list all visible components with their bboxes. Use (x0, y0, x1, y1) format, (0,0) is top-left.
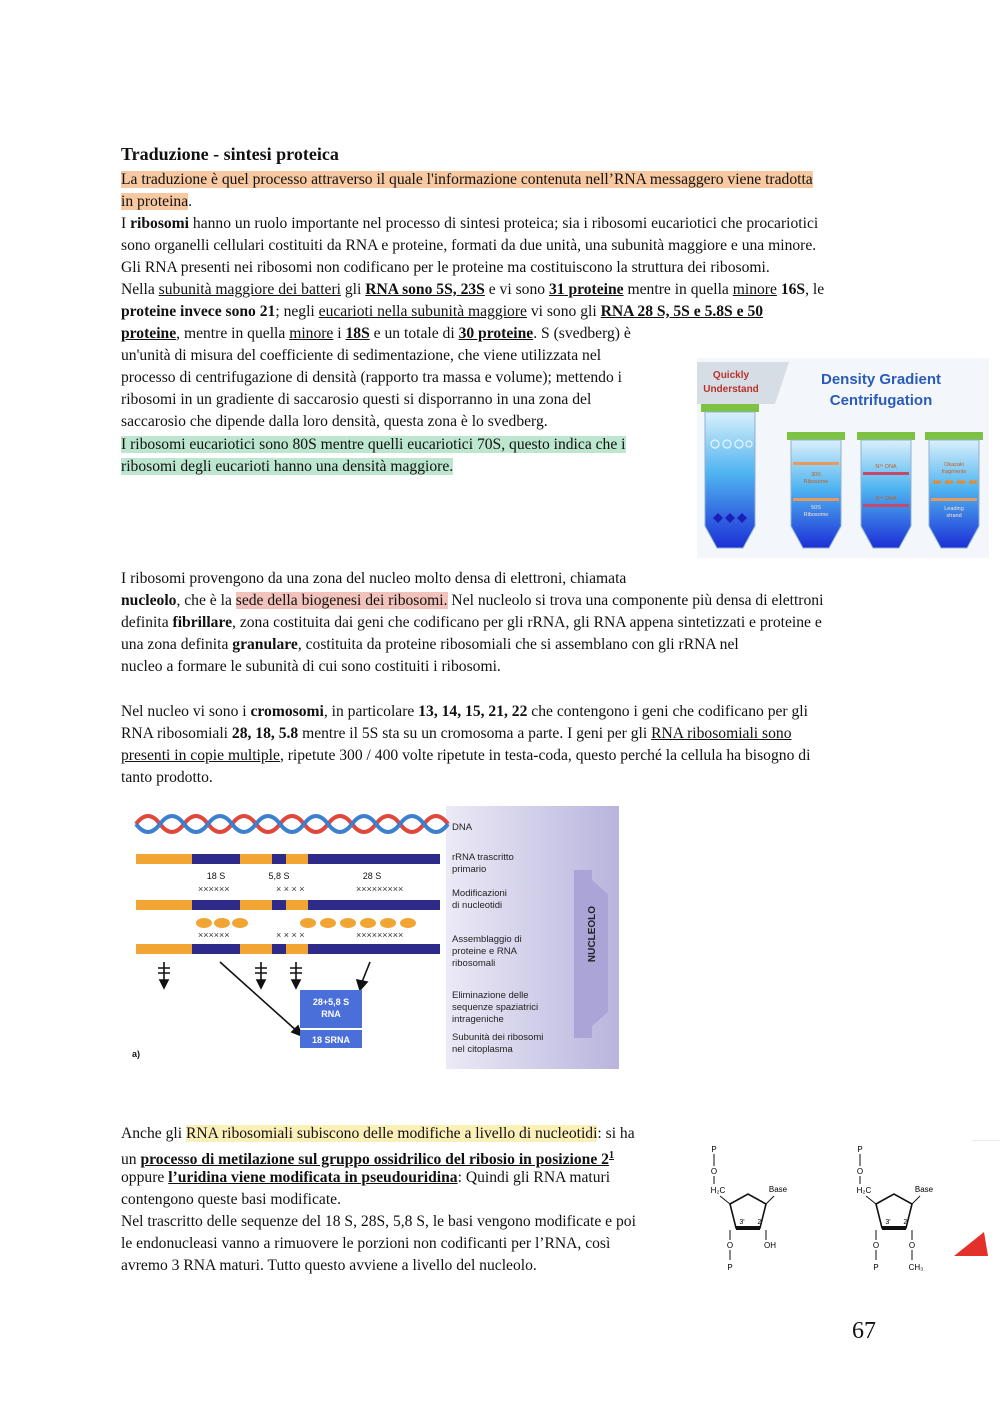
label-58s: 5,8 S (268, 871, 290, 881)
atom-label: CH₃ (908, 1263, 924, 1272)
step-label: Modificazioni (452, 888, 507, 899)
step-label: nel citoplasma (452, 1044, 513, 1055)
atom-label: O (856, 1167, 864, 1176)
p3-line-1: I ribosomi provengono da una zona del nucleo molto densa di elettroni, chiamata (121, 570, 627, 587)
bold-underlined-term: processo di metilazione sul gruppo ossidrilico del ribosio in posizione 2 (140, 1151, 609, 1169)
tube-3-label: N¹⁴ DNA (875, 496, 897, 502)
bold-term: fibrillare (172, 614, 233, 631)
bold-term: ribosomi (130, 215, 190, 232)
p5-line-5: Nel trascritto delle sequenze del 18 S, 28S, 5,8 S, le basi vengono modificate e poi (121, 1213, 636, 1230)
p2-line-12 (121, 456, 453, 478)
step-label: rRNA trascritto (452, 852, 514, 863)
atom-label: P (857, 1145, 863, 1154)
p2-line-11 (121, 434, 626, 456)
text: i (333, 325, 346, 342)
underlined-term: minore (289, 325, 334, 342)
bold-underlined-term: l’uridina viene modificata in pseudouridina (168, 1169, 458, 1186)
text: ; negli (275, 303, 319, 320)
highlight-yellow: RNA ribosomiali subiscono delle modifiche a livello di nucleotidi (185, 1125, 598, 1142)
bold-term: cromosomi (250, 703, 324, 720)
underlined-term: RNA ribosomiali sono (651, 725, 792, 742)
atom-label: O (710, 1167, 718, 1176)
atom-label: H₂C (710, 1186, 726, 1195)
text: , che è la (176, 592, 236, 609)
atom-label: O (908, 1241, 916, 1250)
p2-line-4 (121, 279, 824, 301)
p3-line-2 (121, 590, 823, 612)
text: mentre il 5S sta su un cromosoma a parte. I geni per gli (298, 725, 652, 742)
bold-term: granulare (232, 636, 298, 653)
text: mentre in quella (623, 281, 733, 298)
bold-term: 28, 18, 5.8 (231, 725, 299, 742)
step-label: proteine e RNA (452, 946, 517, 957)
atom-label: 3' (885, 1219, 891, 1226)
atom-label: 2' (903, 1219, 909, 1226)
box-label: RNA (321, 1009, 341, 1019)
step-label: intrageniche (452, 1014, 504, 1025)
bold-term: nucleolo (121, 592, 177, 609)
p2-line-5 (121, 301, 763, 323)
svg-text:××××××: ×××××× (198, 930, 230, 940)
modification-marks-1 (198, 884, 403, 894)
modification-marks-2 (198, 930, 403, 940)
box-label: 28+5,8 S (312, 997, 350, 1007)
atom-label: P (711, 1145, 717, 1154)
bold-underlined-term: 31 proteine (548, 281, 624, 298)
bold-term: 13, 14, 15, 21, 22 (418, 703, 528, 720)
tube-2-cap (787, 432, 845, 440)
page-title: Traduzione - sintesi proteica (121, 144, 339, 164)
p2-line-3: Gli RNA presenti nei ribosomi non codificano per le proteine ma costituiscono la struttura dei ribosomi. (121, 259, 770, 276)
atom-label: H₂C (856, 1186, 872, 1195)
highlight-red: sede della biogenesi dei ribosomi. (235, 592, 448, 609)
tube-2-label: 30S (811, 472, 821, 478)
bold-term: 16S (780, 281, 806, 298)
tube-1-diamonds (713, 513, 747, 523)
badge-line-2: Understand (703, 384, 759, 395)
p5-line-4: contengono queste basi modificate. (121, 1191, 341, 1208)
step-label: Eliminazione delle (452, 990, 529, 1001)
text: , mentre in quella (176, 325, 290, 342)
tube-2-label: 50S (811, 505, 821, 511)
text: : Quindi gli RNA maturi (457, 1169, 611, 1186)
atom-label: Base (768, 1185, 788, 1194)
text: , ripetute 300 / 400 volte ripetute in testa-coda, questo perché la cellula ha bisogno di (279, 747, 811, 764)
tube-2-label: Ribosome (803, 479, 829, 485)
atom-label: Base (914, 1185, 934, 1194)
tube-4-cap (925, 432, 983, 440)
nucleolo-label: NUCLEOLO (587, 905, 598, 963)
tube-4 (929, 440, 979, 548)
highlight-orange: in proteina (121, 193, 189, 210)
step-label: primario (452, 864, 487, 875)
bold-underlined-term: proteine (121, 325, 177, 342)
badge-line-1: Quickly (712, 370, 750, 381)
p2-line-8: processo di centrifugazione di densità (rapporto tra massa e volume); mettendo i (121, 369, 623, 386)
atom-label: P (727, 1263, 733, 1272)
bold-term: proteine invece sono 21 (121, 303, 276, 320)
text: una zona definita (121, 636, 233, 653)
highlight-orange: La traduzione è quel processo attraverso il quale l'informazione contenuta nell’RNA messaggero viene tradotta (121, 171, 813, 188)
text: , in particolare (323, 703, 419, 720)
footnote-ref[interactable]: 1 (608, 1150, 614, 1161)
tube-3-label: N¹⁵ DNA (875, 464, 897, 470)
fig1-title-line-2: Centrifugation (829, 392, 933, 409)
highlight-green: ribosomi degli eucarioti hanno una densità maggiore. (121, 458, 454, 475)
step-label: DNA (452, 822, 473, 833)
rrna-processing-figure (122, 806, 619, 1069)
underlined-term: subunità maggiore dei batteri (158, 281, 341, 298)
step-label: sequenze spaziatrici (452, 1002, 539, 1013)
red-triangle-marker (954, 1232, 988, 1256)
text: : si ha (597, 1125, 635, 1142)
p1-line-2 (121, 191, 192, 213)
text: , le (805, 281, 825, 298)
text: , costituita da proteine ribosomiali che si assemblano con gli rRNA nel (297, 636, 739, 653)
svg-text:×××××××××: ××××××××× (356, 930, 404, 940)
text: . (188, 193, 193, 210)
tube-1-cap (701, 404, 759, 412)
atom-label: O (872, 1241, 880, 1250)
bold-underlined-term: RNA sono 5S, 23S (365, 281, 485, 298)
underlined-term: minore (732, 281, 777, 298)
tube-4-label: fragments (941, 469, 967, 475)
p2-line-10: saccarosio che dipende dalla loro densità, questa zona è lo svedberg. (121, 413, 548, 430)
p2-line-9: ribosomi in un gradiente di saccarosio questi si disporranno in una zona del (121, 391, 592, 408)
p2-line-6 (121, 323, 631, 345)
fig1-title-line-1: Density Gradient (820, 371, 942, 388)
bold-underlined-term: 18S (345, 325, 370, 342)
page-number: 67 (852, 1318, 876, 1344)
tube-4-label: strand (946, 513, 962, 519)
p2-line-2: sono organelli cellulari costituiti da RNA e proteine, formati da due unità, una subunità maggiore e una minore. (121, 237, 817, 254)
p4-line-4: tanto prodotto. (121, 769, 213, 786)
highlight-green: I ribosomi eucariotici sono 80S mentre quelli eucariotici 70S, questo indica che i (121, 436, 626, 453)
step-label: Subunità dei ribosomi (452, 1032, 544, 1043)
underlined-term: eucarioti nella subunità maggiore (318, 303, 527, 320)
tube-4-label: Okazaki (944, 462, 964, 468)
panel-label: a) (132, 1049, 141, 1059)
atom-label: P (873, 1263, 879, 1272)
p3-line-4 (121, 634, 739, 656)
p2-line-1 (121, 213, 818, 235)
text: hanno un ruolo importante nel processo di sintesi proteica; sia i ribosomi eucariotici che procariotici (189, 215, 819, 232)
text: Nel nucleolo si trova una componente più densa di elettroni (447, 592, 824, 609)
text: . S (svedberg) è (533, 325, 631, 342)
text: RNA ribosomiali (121, 725, 232, 742)
svg-text:× × × ×: × × × × (276, 884, 305, 894)
text: , zona costituita dai geni che codificano per gli rRNA, gli RNA appena sintetizzati e proteine e (232, 614, 822, 631)
tube-4-label: Leading (944, 506, 964, 512)
ribose-structures-figure (702, 1140, 1000, 1280)
text: gli (340, 281, 366, 298)
atom-label: 2' (757, 1219, 763, 1226)
p3-line-3 (121, 612, 822, 634)
label-28s: 28 S (362, 871, 382, 881)
box-label: 18 SRNA (311, 1035, 351, 1045)
text: I (121, 215, 131, 232)
p4-line-3 (121, 745, 810, 767)
tube-3-cap (857, 432, 915, 440)
ribose-methylated (857, 1145, 934, 1272)
p5-line-7: avremo 3 RNA maturi. Tutto questo avviene a livello del nucleolo. (121, 1257, 537, 1274)
tube-2 (791, 440, 841, 548)
atom-label: OH (764, 1241, 776, 1250)
tube-3 (861, 440, 911, 548)
atom-label: 3' (739, 1219, 745, 1226)
p3-line-5: nucleo a formare le subunità di cui sono costituiti i ribosomi. (121, 658, 501, 675)
text: che contengono i geni che codificano per gli (527, 703, 808, 720)
bold-underlined-term: 30 proteine (458, 325, 534, 342)
text: un (121, 1151, 141, 1169)
atom-label: O (726, 1241, 734, 1250)
p4-line-2 (121, 723, 792, 745)
step-label: di nucleotidi (452, 900, 503, 911)
tube-1 (705, 412, 755, 548)
underlined-term: presenti in copie multiple (121, 747, 280, 764)
p5-line-3 (121, 1167, 610, 1189)
text: vi sono gli (526, 303, 601, 320)
p1-line-1 (121, 169, 813, 191)
text: definita (121, 614, 173, 631)
p2-line-7: un'unità di misura del coefficiente di sedimentazione, che viene utilizzata nel (121, 347, 602, 364)
tube-2-label: Ribosome (803, 512, 829, 518)
text: oppure (121, 1169, 169, 1186)
density-gradient-figure (697, 358, 989, 558)
text: Nel nucleo vi sono i (121, 703, 251, 720)
text: e un totale di (369, 325, 459, 342)
step-label: Assemblaggio di (452, 934, 522, 945)
svg-text:× × × ×: × × × × (276, 930, 305, 940)
svg-text:××××××: ×××××× (198, 884, 230, 894)
label-18s: 18 S (206, 871, 226, 881)
ribose-oh (711, 1145, 788, 1272)
text: e vi sono (484, 281, 549, 298)
p4-line-1 (121, 701, 808, 723)
text: Nella (121, 281, 159, 298)
p5-line-1 (121, 1123, 635, 1145)
bold-underlined-term: RNA 28 S, 5S e 5.8S e 50 (600, 303, 764, 320)
p5-line-6: le endonucleasi vanno a rimuovere le porzioni non codificanti per l’RNA, così (121, 1235, 611, 1252)
svg-text:×××××××××: ××××××××× (356, 884, 404, 894)
badge-shape (697, 362, 789, 404)
step-label: ribosomali (452, 958, 496, 969)
text: Anche gli (121, 1125, 186, 1142)
